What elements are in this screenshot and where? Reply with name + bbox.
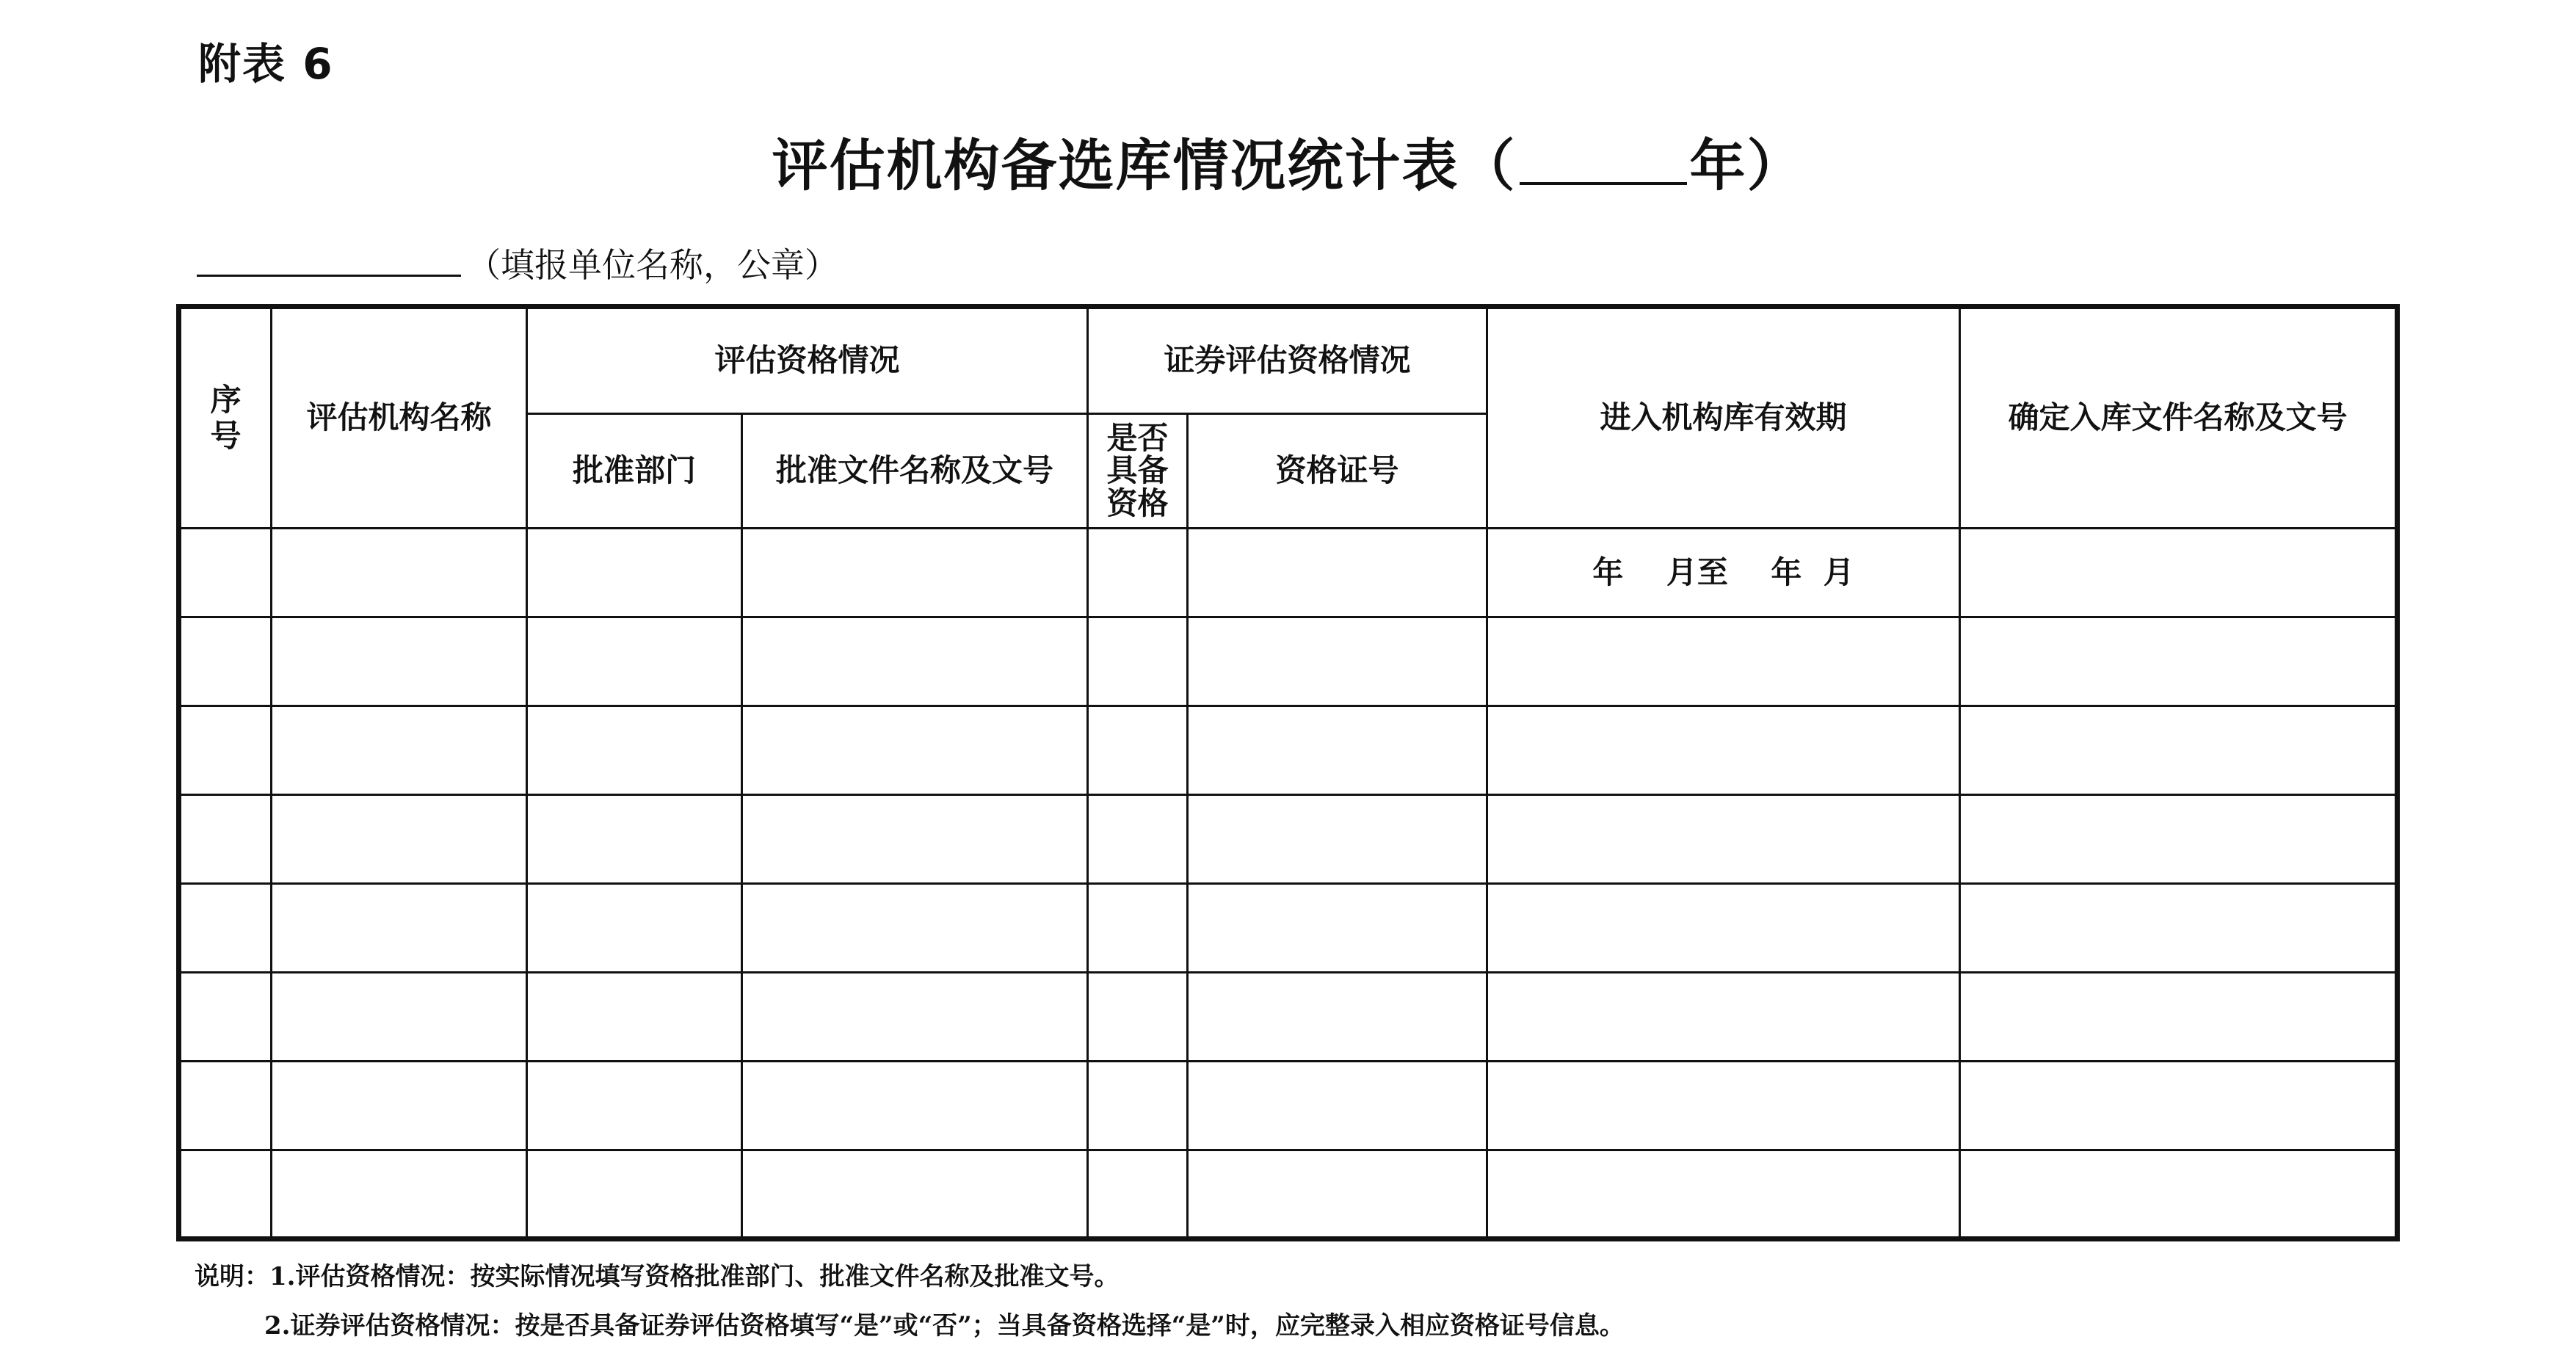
header-row-1 [179, 307, 2398, 414]
certificate-number-cell[interactable] [1188, 884, 1487, 973]
header-certificate-number [1188, 414, 1487, 529]
validity-period-cell[interactable] [1487, 884, 1960, 973]
confirming-document-cell[interactable] [1960, 1150, 2398, 1239]
table-row [179, 973, 2398, 1062]
serial-cell[interactable] [179, 884, 272, 973]
header-serial-label: 序号 [210, 382, 242, 454]
approval-department-cell[interactable] [527, 1062, 742, 1150]
serial-cell[interactable] [179, 795, 272, 884]
header-agency-name-label: 评估机构名称 [306, 399, 492, 436]
header-confirming-document [1960, 307, 2398, 529]
table-row [179, 795, 2398, 884]
validity-period-cell[interactable] [1487, 529, 1960, 617]
table-row [179, 1062, 2398, 1150]
reporting-unit-label: （填报单位名称，公章） [467, 245, 838, 285]
agency-name-cell[interactable] [272, 706, 527, 795]
approval-document-cell[interactable] [742, 973, 1088, 1062]
table-row [179, 1150, 2398, 1239]
validity-period-cell[interactable] [1487, 795, 1960, 884]
agency-name-cell[interactable] [272, 1150, 527, 1239]
header-approval-department-label: 批准部门 [572, 452, 696, 489]
validity-period-cell[interactable] [1487, 706, 1960, 795]
reporting-unit-blank-field[interactable] [197, 242, 461, 277]
approval-department-cell[interactable] [527, 617, 742, 706]
certificate-number-cell[interactable] [1188, 973, 1487, 1062]
confirming-document-cell[interactable] [1960, 617, 2398, 706]
table-row [179, 529, 2398, 617]
header-securities-qualification [1088, 307, 1487, 414]
confirming-document-cell[interactable] [1960, 884, 2398, 973]
approval-document-cell[interactable] [742, 884, 1088, 973]
header-serial [179, 307, 272, 529]
approval-department-cell[interactable] [527, 706, 742, 795]
statistics-table [176, 304, 2400, 1241]
certificate-number-cell[interactable] [1188, 1150, 1487, 1239]
agency-name-cell[interactable] [272, 529, 527, 617]
table-row [179, 706, 2398, 795]
has-qualification-cell[interactable] [1088, 1150, 1188, 1239]
approval-document-cell[interactable] [742, 706, 1088, 795]
certificate-number-cell[interactable] [1188, 529, 1487, 617]
confirming-document-cell[interactable] [1960, 529, 2398, 617]
note-line-2: 2.证券评估资格情况：按是否具备证券评估资格填写“是”或“否”；当具备资格选择“是”时，应完整录入相应资格证号信息。 [264, 1311, 1625, 1341]
agency-name-cell[interactable] [272, 795, 527, 884]
confirming-document-cell[interactable] [1960, 1062, 2398, 1150]
certificate-number-cell[interactable] [1188, 617, 1487, 706]
has-qualification-cell[interactable] [1088, 884, 1188, 973]
header-securities-qualification-label: 证券评估资格情况 [1164, 342, 1411, 379]
approval-department-cell[interactable] [527, 795, 742, 884]
reporting-unit-line [197, 239, 838, 287]
table-row [179, 617, 2398, 706]
notes-section [195, 1252, 1625, 1351]
header-has-qualification-label: 是否具备资格 [1106, 420, 1169, 521]
validity-period-cell[interactable] [1487, 1150, 1960, 1239]
certificate-number-cell[interactable] [1188, 706, 1487, 795]
agency-name-cell[interactable] [272, 973, 527, 1062]
serial-cell[interactable] [179, 617, 272, 706]
approval-document-cell[interactable] [742, 529, 1088, 617]
certificate-number-cell[interactable] [1188, 795, 1487, 884]
has-qualification-cell[interactable] [1088, 795, 1188, 884]
approval-document-cell[interactable] [742, 1062, 1088, 1150]
page-title [0, 121, 2576, 201]
confirming-document-cell[interactable] [1960, 795, 2398, 884]
agency-name-cell[interactable] [272, 884, 527, 973]
header-validity-period-label: 进入机构库有效期 [1600, 399, 1847, 436]
certificate-number-cell[interactable] [1188, 1062, 1487, 1150]
serial-cell[interactable] [179, 973, 272, 1062]
appendix-label: 附表 6 [198, 39, 334, 89]
has-qualification-cell[interactable] [1088, 1062, 1188, 1150]
year-blank-field[interactable] [1520, 126, 1687, 185]
has-qualification-cell[interactable] [1088, 706, 1188, 795]
approval-department-cell[interactable] [527, 529, 742, 617]
header-valuation-qualification [527, 307, 1088, 414]
approval-department-cell[interactable] [527, 884, 742, 973]
table-row [179, 884, 2398, 973]
has-qualification-cell[interactable] [1088, 529, 1188, 617]
approval-document-cell[interactable] [742, 1150, 1088, 1239]
header-confirming-document-label: 确定入库文件名称及文号 [2008, 399, 2348, 436]
confirming-document-cell[interactable] [1960, 706, 2398, 795]
header-certificate-number-label: 资格证号 [1275, 452, 1399, 489]
title-year-suffix: 年） [1689, 133, 1804, 198]
title-main: 评估机构备选库情况统计表（ [772, 133, 1517, 198]
header-valuation-qualification-label: 评估资格情况 [714, 342, 900, 379]
approval-department-cell[interactable] [527, 973, 742, 1062]
header-approval-document [742, 414, 1088, 529]
validity-period-cell[interactable] [1487, 973, 1960, 1062]
serial-cell[interactable] [179, 1062, 272, 1150]
approval-department-cell[interactable] [527, 1150, 742, 1239]
header-validity-period [1487, 307, 1960, 529]
header-agency-name [272, 307, 527, 529]
header-approval-document-label: 批准文件名称及文号 [776, 452, 1054, 489]
has-qualification-cell[interactable] [1088, 973, 1188, 1062]
has-qualification-cell[interactable] [1088, 617, 1188, 706]
header-approval-department [527, 414, 742, 529]
approval-document-cell[interactable] [742, 795, 1088, 884]
validity-period-cell[interactable] [1487, 617, 1960, 706]
serial-cell[interactable] [179, 1150, 272, 1239]
confirming-document-cell[interactable] [1960, 973, 2398, 1062]
note-line-1: 说明：1.评估资格情况：按实际情况填写资格批准部门、批准文件名称及批准文号。 [195, 1262, 1120, 1291]
agency-name-cell[interactable] [272, 617, 527, 706]
approval-document-cell[interactable] [742, 617, 1088, 706]
validity-period-template: 年 月至 年 月 [1592, 554, 1854, 590]
serial-cell[interactable] [179, 529, 272, 617]
serial-cell[interactable] [179, 706, 272, 795]
validity-period-cell[interactable] [1487, 1062, 1960, 1150]
table-body [179, 529, 2398, 1239]
agency-name-cell[interactable] [272, 1062, 527, 1150]
header-has-qualification [1088, 414, 1188, 529]
